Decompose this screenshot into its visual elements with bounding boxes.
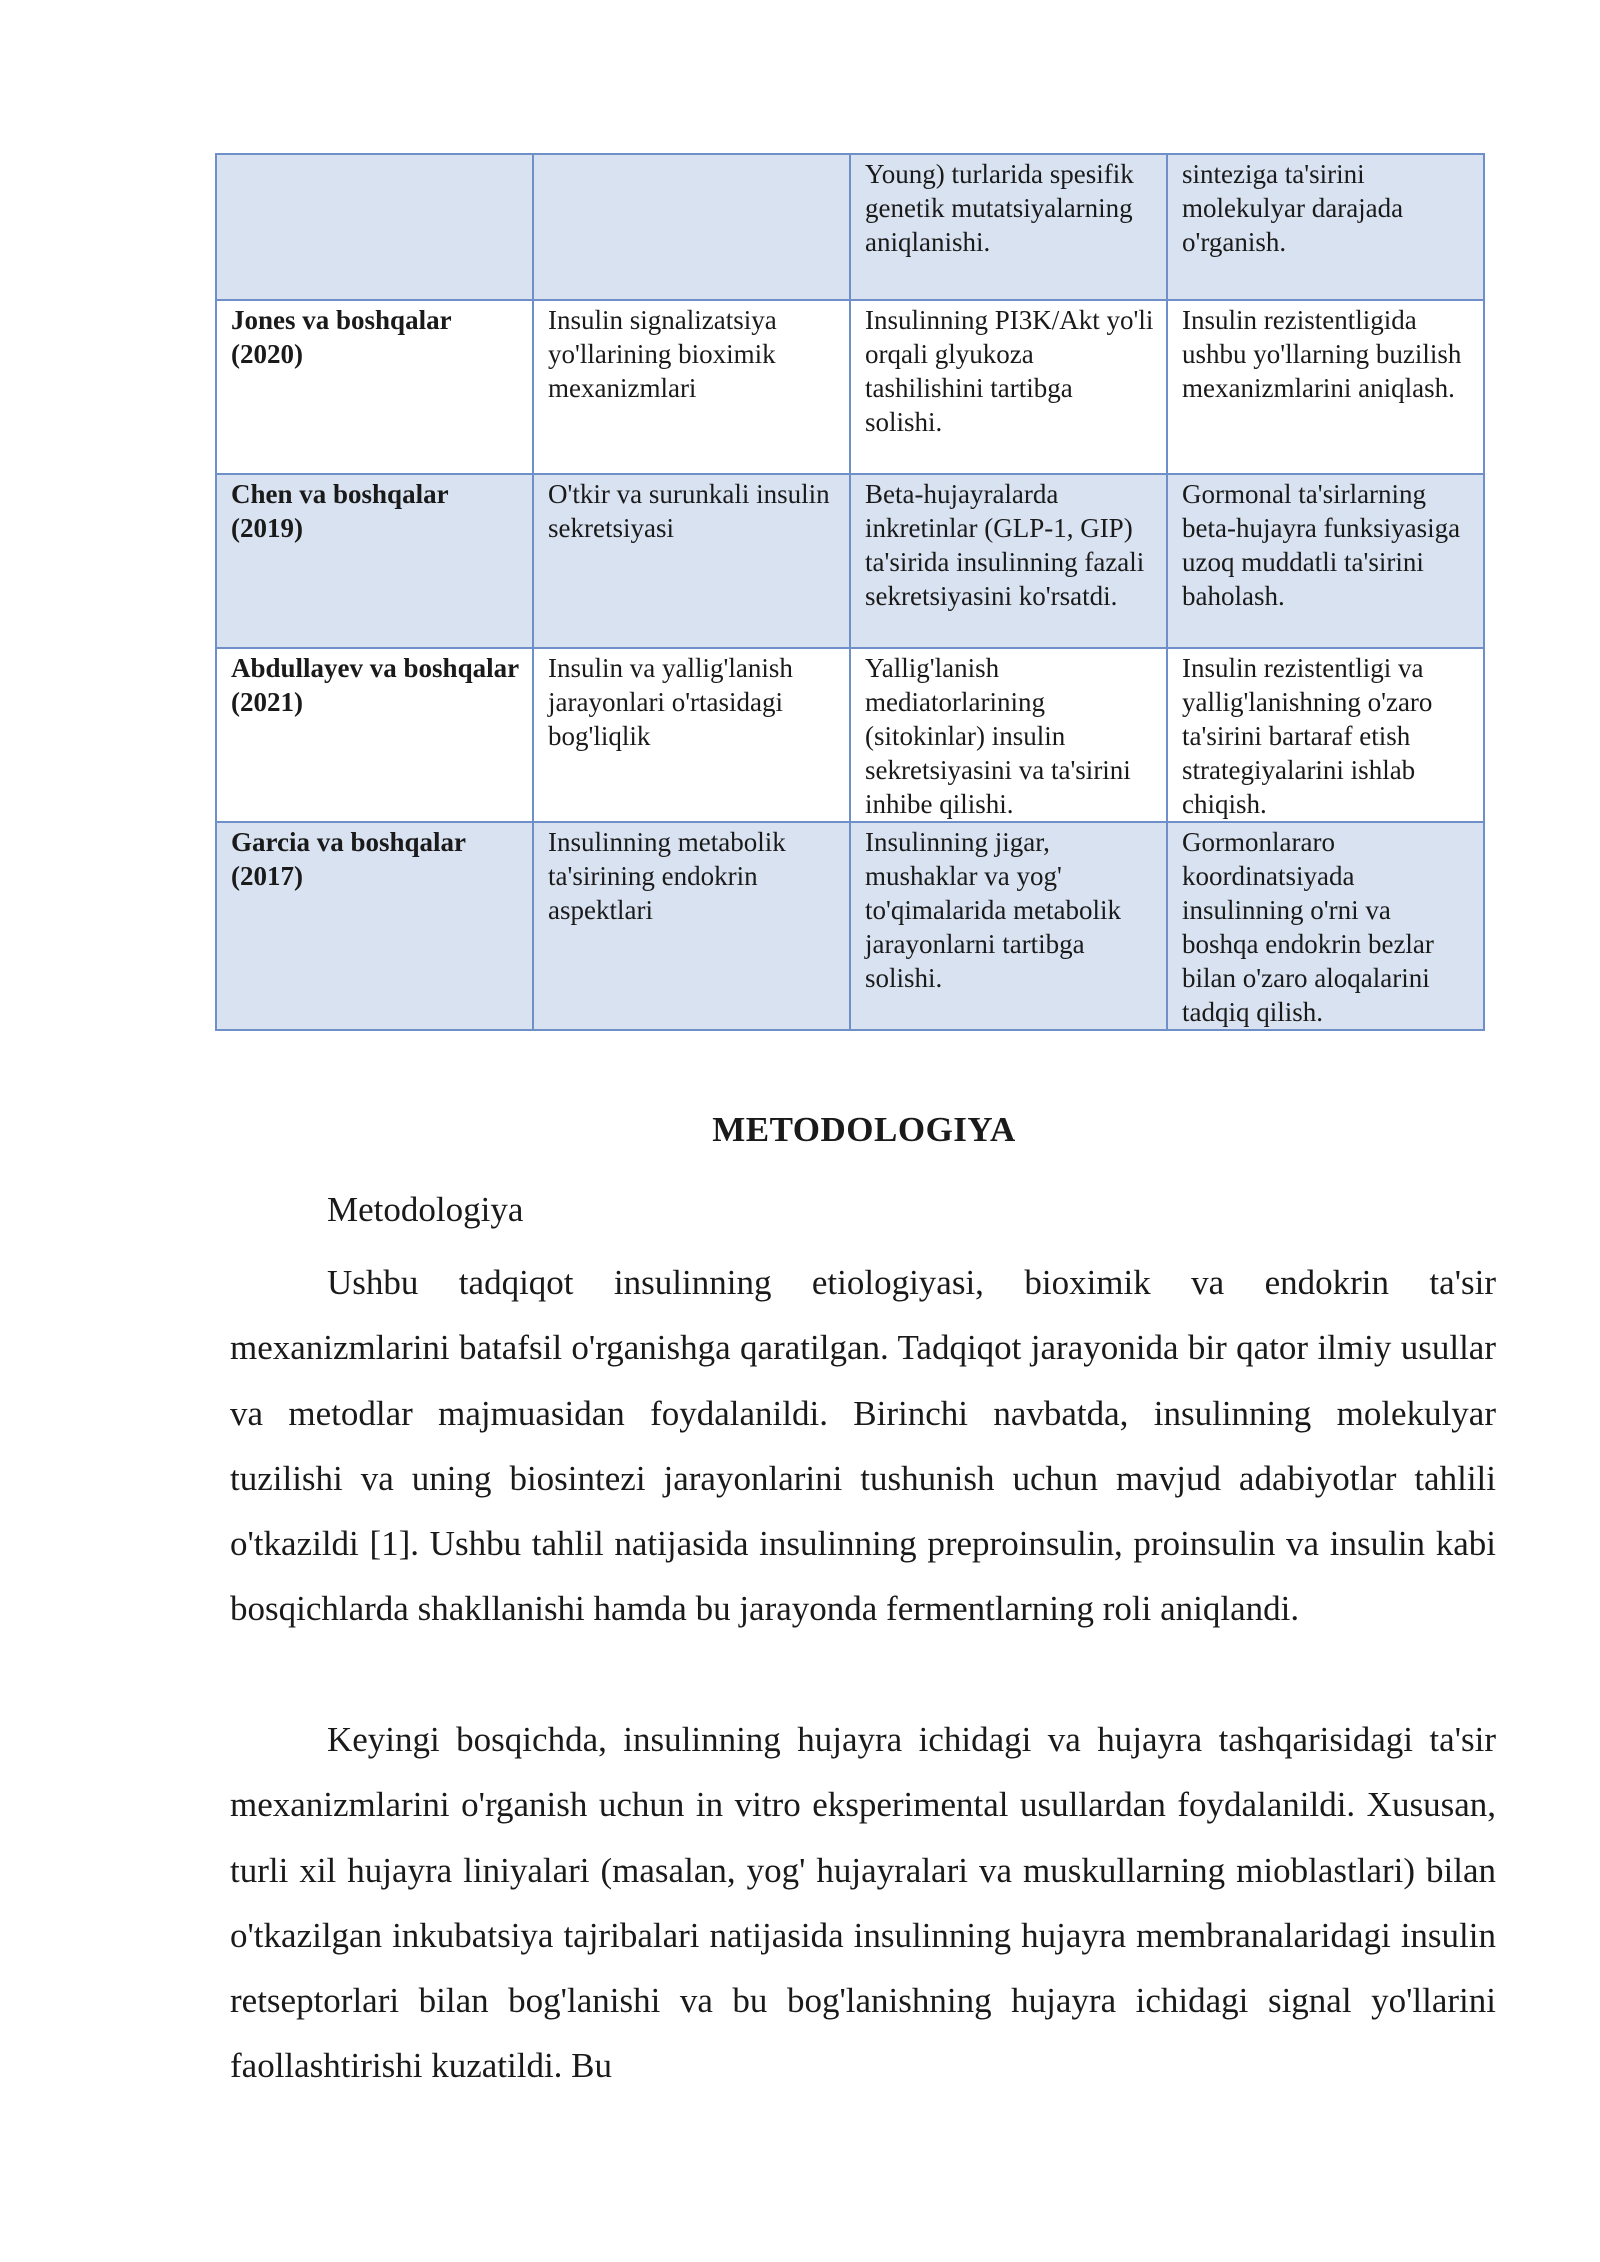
table-cell-finding: Yallig'lanish mediatorlarining (sitokinlar) insulin sekretsiyasini va ta'sirini inhibe qilishi. <box>850 648 1167 822</box>
literature-review-table <box>215 153 1485 1031</box>
table-cell-author: Jones va boshqalar (2020) <box>216 300 533 474</box>
table-row <box>216 154 1484 300</box>
body-paragraph: Ushbu tadqiqot insulinning etiologiyasi, bioximik va endokrin ta'sir mexanizmlarini batafsil o'rganishga qaratilgan. Tadqiqot jarayonida bir qator ilmiy usullar va metodlar majmuasidan foydalanildi. Birinchi navbatda, insulinning molekulyar tuzilishi va uning biosintezi jarayonlarini tushunish uchun mavjud adabiyotlar tahlili o'tkazildi [1]. Ushbu tahlil natijasida insulinning preproinsulin, proinsulin va insulin kabi bosqichlarda shakllanishi hamda bu jarayonda fermentlarning roli aniqlandi. <box>230 1263 1496 1629</box>
table-row <box>216 822 1484 1030</box>
table-cell-topic <box>533 154 850 300</box>
section-heading: METODOLOGIYA <box>712 1110 1016 1149</box>
table-cell-author <box>216 154 533 300</box>
table-row <box>216 648 1484 822</box>
table-cell-topic: O'tkir va surunkali insulin sekretsiyasi <box>533 474 850 648</box>
table-cell-topic: Insulin va yallig'lanish jarayonlari o'rtasidagi bog'liqlik <box>533 648 850 822</box>
table-cell-author: Chen va boshqalar (2019) <box>216 474 533 648</box>
table-cell-goal: Gormonal ta'sirlarning beta-hujayra funksiyasiga uzoq muddatli ta'sirini baholash. <box>1167 474 1484 648</box>
table-cell-finding: Beta-hujayralarda inkretinlar (GLP-1, GIP) ta'sirida insulinning fazali sekretsiyasini ko'rsatdi. <box>850 474 1167 648</box>
table-cell-author: Garcia va boshqalar (2017) <box>216 822 533 1030</box>
body-paragraph: Keyingi bosqichda, insulinning hujayra ichidagi va hujayra tashqarisidagi ta'sir mexanizmlarini o'rganish uchun in vitro eksperimental usullardan foydalanildi. Xususan, turli xil hujayra liniyalari (masalan, yog' hujayralari va muskullarning mioblastlari) bilan o'tkazilgan inkubatsiya tajribalari natijasida insulinning hujayra membranalaridagi insulin retseptorlari bilan bog'lanishi va bu bog'lanishning hujayra ichidagi signal yo'llarini faollashtirishi kuzatildi. Bu <box>230 1720 1496 2086</box>
table-cell-topic: Insulin signalizatsiya yo'llarining bioximik mexanizmlari <box>533 300 850 474</box>
table-cell-finding: Insulinning PI3K/Akt yo'li orqali glyukoza tashilishini tartibga solishi. <box>850 300 1167 474</box>
table-cell-finding: Insulinning jigar, mushaklar va yog' to'qimalarida metabolik jarayonlarni tartibga solishi. <box>850 822 1167 1030</box>
table-cell-finding: Young) turlarida spesifik genetik mutatsiyalarning aniqlanishi. <box>850 154 1167 300</box>
section-subheading: Metodologiya <box>327 1190 524 1229</box>
table-cell-goal: Gormonlararo koordinatsiyada insulinning o'rni va boshqa endokrin bezlar bilan o'zaro aloqalarini tadqiq qilish. <box>1167 822 1484 1030</box>
table-row <box>216 474 1484 648</box>
table-row <box>216 300 1484 474</box>
table-cell-goal: Insulin rezistentligi va yallig'lanishning o'zaro ta'sirini bartaraf etish strategiyalarini ishlab chiqish. <box>1167 648 1484 822</box>
table-cell-goal: sinteziga ta'sirini molekulyar darajada o'rganish. <box>1167 154 1484 300</box>
table-cell-author: Abdullayev va boshqalar (2021) <box>216 648 533 822</box>
table-cell-goal: Insulin rezistentligida ushbu yo'llarning buzilish mexanizmlarini aniqlash. <box>1167 300 1484 474</box>
table-cell-topic: Insulinning metabolik ta'sirining endokrin aspektlari <box>533 822 850 1030</box>
